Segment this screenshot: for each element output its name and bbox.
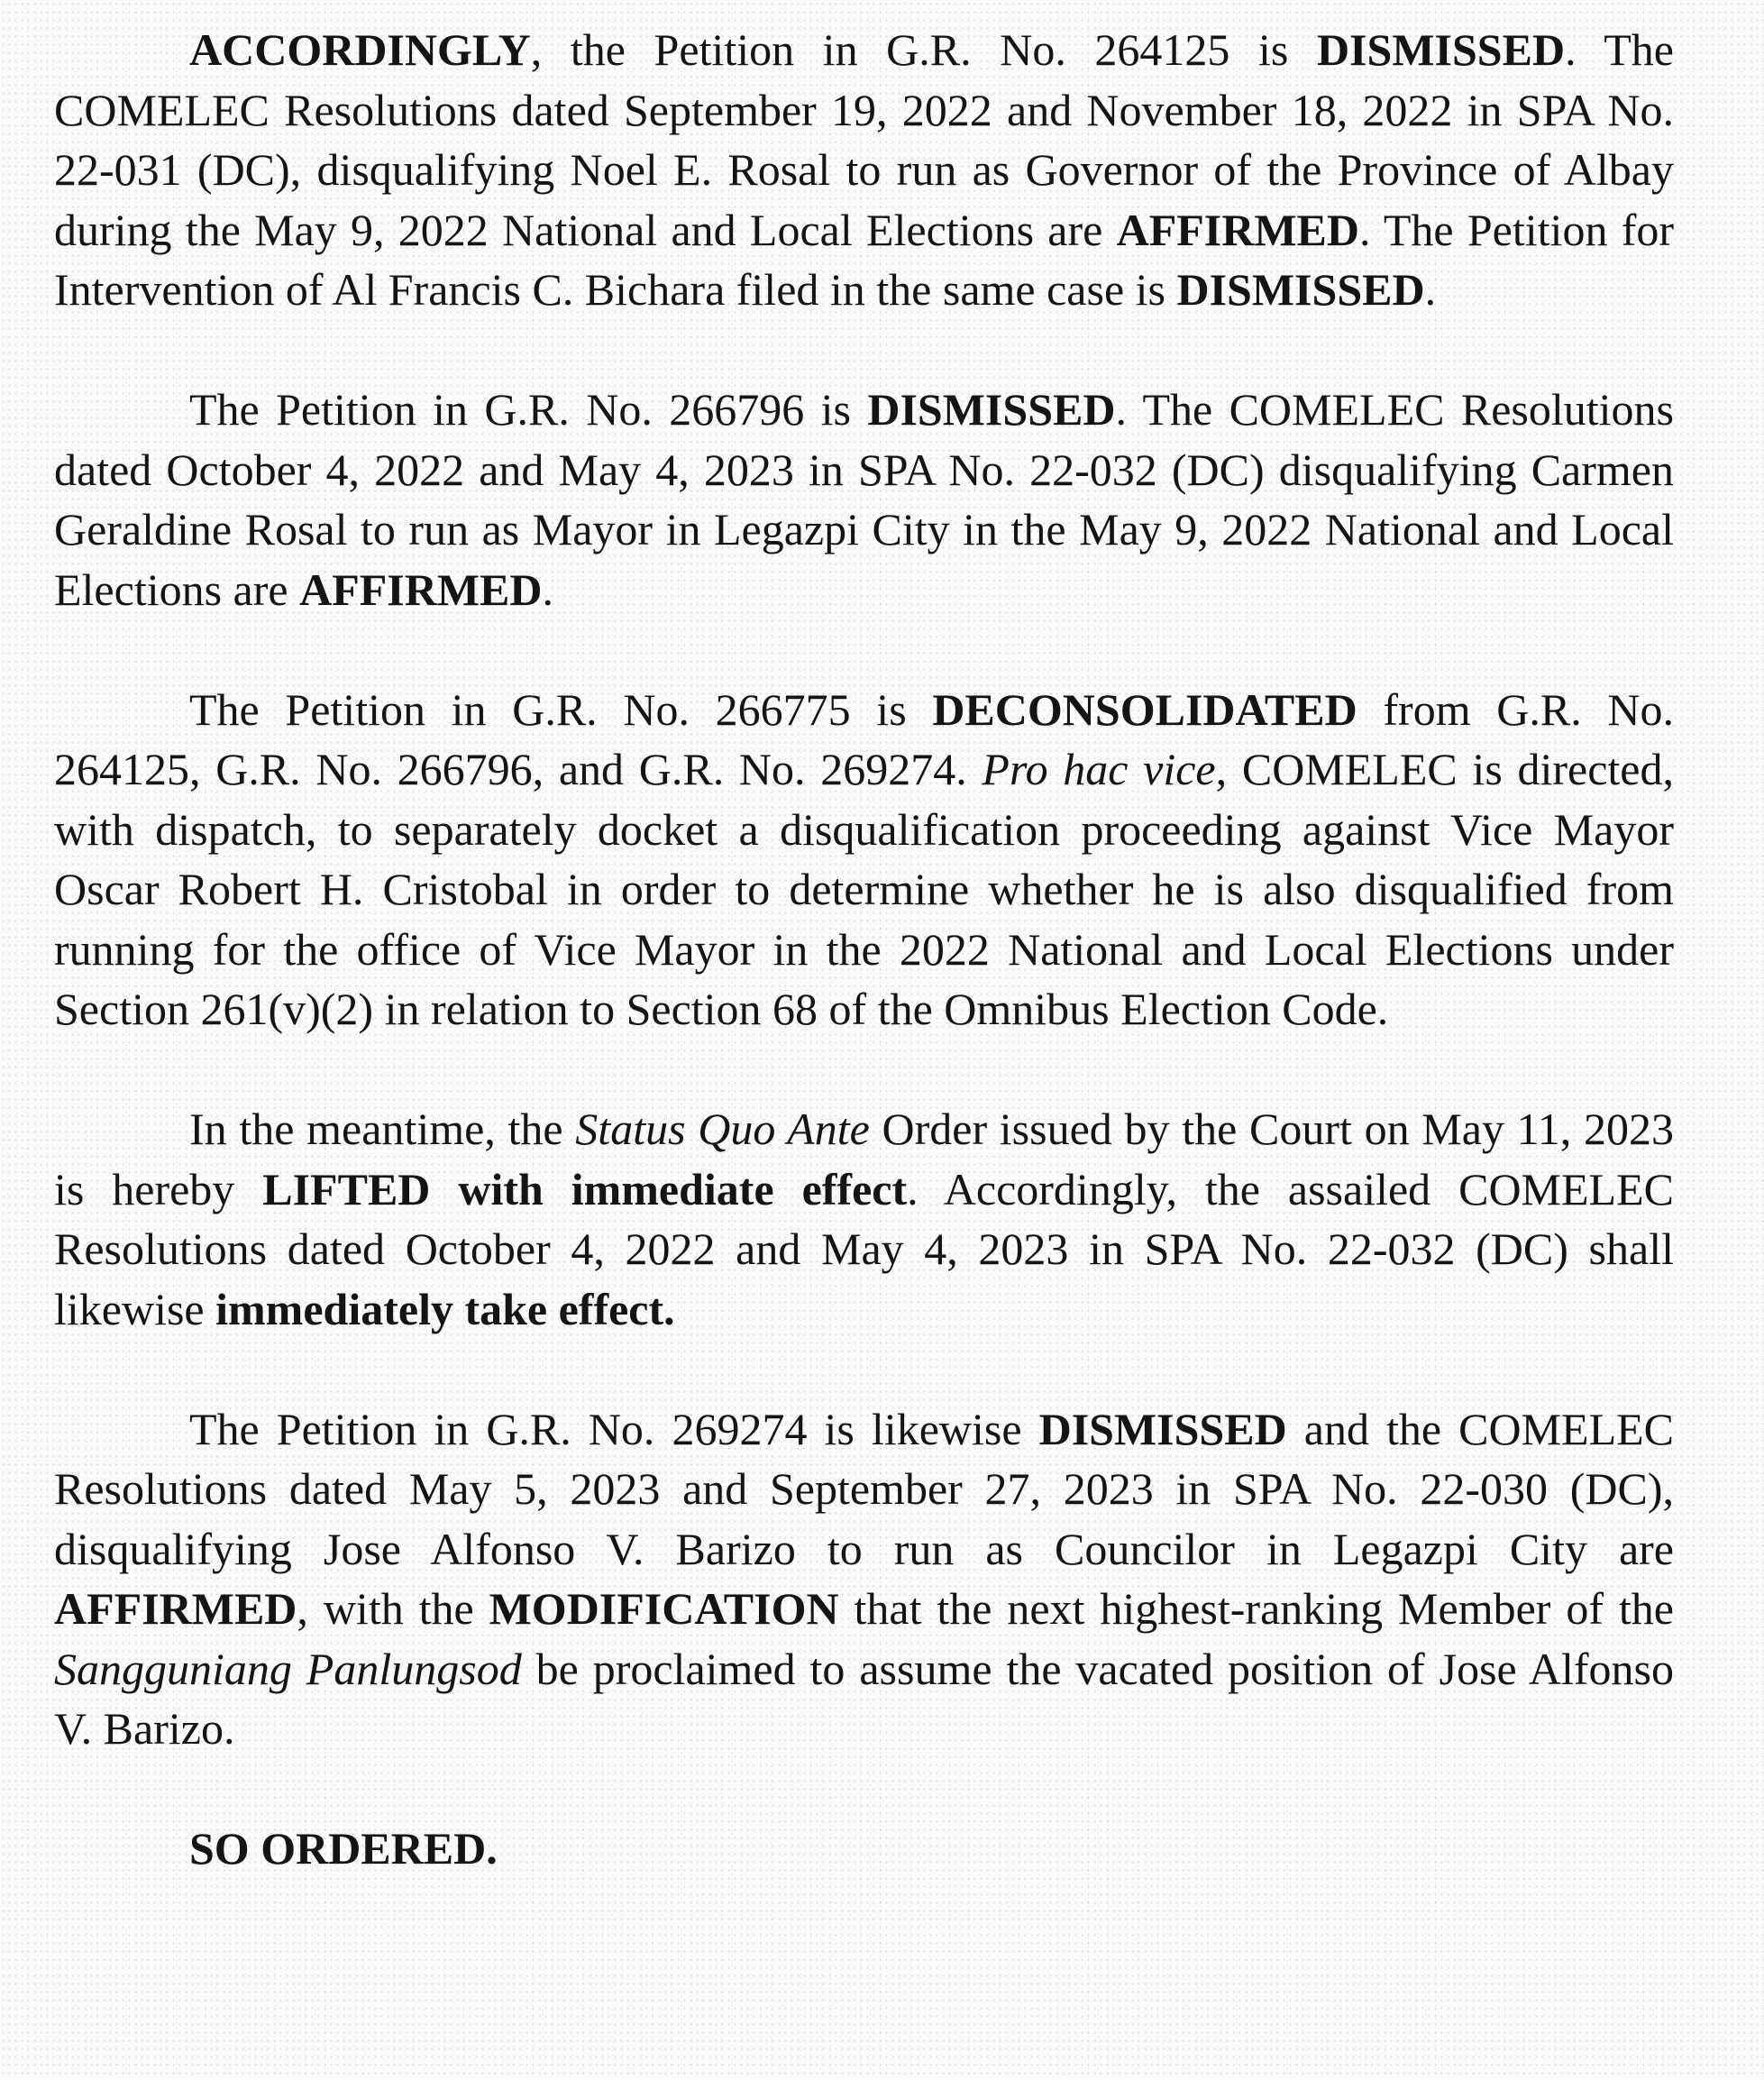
text-run: from G.R. No. 264125, G.R. No. 266796, and G.R. No. 269274. [54,683,1674,794]
text-run: LIFTED with immediate effect [262,1163,908,1214]
decision-dispositive-text [54,20,1674,1879]
text-run: DISMISSED [1176,264,1425,315]
text-run: MODIFICATION [489,1583,839,1634]
text-run: AFFIRMED [299,564,543,615]
paragraph-gr-269274 [54,1399,1674,1759]
text-run: DISMISSED [1038,1403,1287,1454]
text-run: immediately take effect. [215,1283,675,1334]
text-run: , COMELEC is directed, with dispatch, to separately docket a disqualification proceeding against Vice Mayor Oscar Robert H. Cristobal in order to determine whether he is also disqualified from running for the office of Vice Mayor in the 2022 National and Local Elections under Section 261(v)(2) in relation to Section 68 of the Omnibus Election Code. [54,744,1674,1034]
text-run: DISMISSED [867,384,1116,435]
text-run: The Petition in G.R. No. 266796 is [189,384,868,435]
text-run: In the meantime, the [189,1104,576,1154]
text-run: AFFIRMED [54,1583,297,1634]
text-run: , with the [297,1583,489,1634]
text-run: The Petition in G.R. No. 266775 is [189,683,933,735]
text-run: . The COMELEC Resolutions dated October 4, 2022 and May 4, 2023 in SPA No. 22-032 (DC) disqualifying Carmen Geraldine Rosal to run as Mayor in Legazpi City in the May 9, 2022 National and Local Elections are [54,384,1675,615]
paragraph-gr-266796 [54,380,1674,619]
text-run: Status Quo Ante [575,1104,870,1154]
text-run: Order issued by the Court on May 11, 2023 is hereby [54,1104,1675,1214]
paragraph-so-ordered [54,1819,1674,1879]
paragraph-status-quo-ante [54,1099,1674,1339]
text-run: that the next highest-ranking Member of the [838,1583,1674,1634]
text-run: , the Petition in G.R. No. 264125 is [530,24,1317,75]
paragraph-accordingly [54,20,1674,320]
text-run: . [1424,264,1437,315]
text-run: Sangguniang Panlungsod [54,1643,522,1694]
text-run: DISMISSED [1316,24,1566,75]
paragraph-gr-266775 [54,680,1674,1040]
text-run: . The COMELEC Resolutions dated September 19, 2022 and November 18, 2022 in SPA No. 22-031 (DC), disqualifying Noel E. Rosal to run as Governor of the Province of Albay during the May 9, 2022 National and Local Elections are [54,24,1674,255]
text-run: DECONSOLIDATED [932,683,1357,735]
text-run: and the COMELEC Resolutions dated May 5, 2023 and September 27, 2023 in SPA No. 22-030 (DC), disqualifying Jose Alfonso V. Barizo to run as Councilor in Legazpi City are [54,1403,1675,1574]
text-run: The Petition in G.R. No. 269274 is likewise [189,1403,1039,1454]
so-ordered-text: SO ORDERED. [189,1823,498,1874]
text-run: . [542,564,554,615]
text-run: . Accordingly, the assailed COMELEC Resolutions dated October 4, 2022 and May 4, 2023 in SPA No. 22-032 (DC) shall likewise [54,1163,1674,1334]
text-run: ACCORDINGLY [189,24,531,75]
text-run: Pro hac vice [982,744,1216,794]
text-run: be proclaimed to assume the vacated position of Jose Alfonso V. Barizo. [54,1643,1674,1754]
text-run: . The Petition for Intervention of Al Francis C. Bichara filed in the same case is [54,204,1674,315]
text-run: AFFIRMED [1116,204,1360,255]
